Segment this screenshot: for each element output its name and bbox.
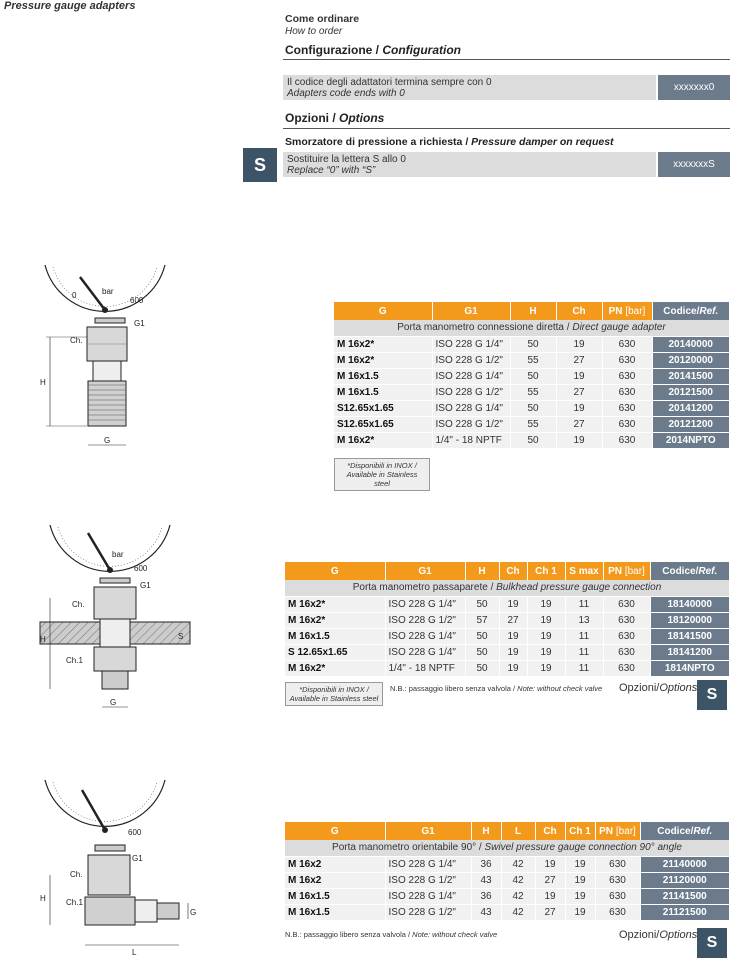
table-row: S 12.65x1.65 ISO 228 G 1/4" 50 19 19 11 630 18141200 xyxy=(285,644,730,660)
direct-adapter-table xyxy=(334,302,730,449)
svg-text:bar: bar xyxy=(112,550,124,559)
table-row: M 16x1.5 ISO 228 G 1/2" 55 27 630 20121500 xyxy=(334,384,730,400)
col-l: L xyxy=(501,822,535,840)
svg-text:H: H xyxy=(40,894,46,903)
svg-text:G1: G1 xyxy=(134,319,145,328)
bulkhead-drawing xyxy=(0,515,200,720)
svg-text:H: H xyxy=(40,378,46,387)
table-row: M 16x2* ISO 228 G 1/4" 50 19 19 11 630 18140000 xyxy=(285,596,730,612)
svg-text:600: 600 xyxy=(130,296,144,305)
options-s-badge: S xyxy=(697,928,727,958)
stainless-note: *Disponibili in INOX / Available in Stainless steel xyxy=(334,458,430,491)
svg-text:L: L xyxy=(132,948,137,957)
page-title: Pressure gauge adapters xyxy=(4,0,136,12)
col-code: Codice/Ref. xyxy=(652,302,730,320)
col-pn: PN [bar] xyxy=(595,822,640,840)
col-smax: S max xyxy=(565,562,603,580)
col-code: Codice/Ref. xyxy=(640,822,730,840)
col-g1: G1 xyxy=(385,822,471,840)
how-to-order-subtitle: How to order xyxy=(285,26,343,37)
table-row: M 16x2* ISO 228 G 1/2" 57 27 19 13 630 18120000 xyxy=(285,612,730,628)
svg-text:G1: G1 xyxy=(132,854,143,863)
direct-adapter-drawing xyxy=(0,255,180,455)
col-h: H xyxy=(510,302,556,320)
stainless-note: *Disponibili in INOX / Available in Stainless steel xyxy=(285,682,383,706)
svg-text:G: G xyxy=(110,698,117,707)
col-ch1: Ch 1 xyxy=(527,562,565,580)
table-row: M 16x2* ISO 228 G 1/2" 55 27 630 20120000 xyxy=(334,352,730,368)
col-g1: G1 xyxy=(385,562,465,580)
table-row: M 16x1.5 ISO 228 G 1/4" 50 19 630 20141500 xyxy=(334,368,730,384)
table-row: M 16x2 ISO 228 G 1/2" 43 42 27 19 630 21120000 xyxy=(285,872,730,888)
options-text: Sostituire la lettera S allo 0 Replace “0” with “S” xyxy=(283,152,656,177)
options-heading: Opzioni / Options xyxy=(285,111,385,125)
svg-text:600: 600 xyxy=(128,828,142,837)
configuration-rule xyxy=(283,59,730,60)
svg-text:Ch.: Ch. xyxy=(70,336,83,345)
svg-text:G: G xyxy=(190,908,197,917)
table-row: S12.65x1.65 ISO 228 G 1/4" 50 19 630 20141200 xyxy=(334,400,730,416)
col-ch1: Ch 1 xyxy=(565,822,595,840)
svg-text:G: G xyxy=(104,436,111,445)
svg-text:600: 600 xyxy=(134,564,148,573)
table-row: M 16x1.5 ISO 228 G 1/2" 43 42 27 19 630 21121500 xyxy=(285,904,730,920)
configuration-heading: Configurazione / Configuration xyxy=(285,43,461,57)
options-s-badge: S xyxy=(243,148,277,182)
table-row: S12.65x1.65 ISO 228 G 1/2" 55 27 630 20121200 xyxy=(334,416,730,432)
table-row: M 16x2 ISO 228 G 1/4" 36 42 19 19 630 21140000 xyxy=(285,856,730,872)
col-pn: PN [bar] xyxy=(603,562,650,580)
table-row: M 16x2* 1/4" - 18 NPTF 50 19 630 2014NPTO xyxy=(334,432,730,448)
swivel-drawing xyxy=(0,775,200,970)
col-h: H xyxy=(465,562,499,580)
svg-text:Ch.1: Ch.1 xyxy=(66,898,83,907)
col-g: G xyxy=(334,302,432,320)
table-row: M 16x2* 1/4" - 18 NPTF 50 19 19 11 630 1814NPTO xyxy=(285,660,730,676)
col-h: H xyxy=(471,822,501,840)
col-code: Codice/Ref. xyxy=(650,562,730,580)
table-row: M 16x2* ISO 228 G 1/4" 50 19 630 20140000 xyxy=(334,336,730,352)
configuration-code: xxxxxxx0 xyxy=(658,75,730,100)
swivel-table xyxy=(285,822,730,921)
options-s-badge: S xyxy=(697,680,727,710)
options-rule xyxy=(283,128,730,129)
svg-text:bar: bar xyxy=(102,287,114,296)
bulkhead-table xyxy=(285,562,730,677)
svg-text:Ch.1: Ch.1 xyxy=(66,656,83,665)
col-g: G xyxy=(285,822,385,840)
svg-text:Ch.: Ch. xyxy=(70,870,83,879)
col-pn: PN [bar] xyxy=(602,302,652,320)
check-valve-note: N.B.: passaggio libero senza valvola / Note: without check valve xyxy=(285,930,498,939)
options-label: Opzioni/Options xyxy=(619,929,698,941)
svg-text:Ch.: Ch. xyxy=(72,600,85,609)
svg-text:0: 0 xyxy=(72,291,77,300)
table-description: Porta manometro passaparete / Bulkhead pressure gauge connection xyxy=(285,580,730,596)
col-g1: G1 xyxy=(432,302,510,320)
table-row: M 16x1.5 ISO 228 G 1/4" 50 19 19 11 630 18141500 xyxy=(285,628,730,644)
check-valve-note: N.B.: passaggio libero senza valvola / Note: without check valve xyxy=(390,684,603,693)
col-ch: Ch xyxy=(499,562,527,580)
configuration-text: Il codice degli adattatori termina sempre con 0 Adapters code ends with 0 xyxy=(283,75,656,100)
svg-text:S: S xyxy=(178,632,184,641)
options-label: Opzioni/Options xyxy=(619,682,698,694)
col-ch: Ch xyxy=(556,302,602,320)
svg-text:G1: G1 xyxy=(140,581,151,590)
col-g: G xyxy=(285,562,385,580)
table-row: M 16x1.5 ISO 228 G 1/4" 36 42 19 19 630 21141500 xyxy=(285,888,730,904)
how-to-order-title: Come ordinare xyxy=(285,13,360,25)
table-description: Porta manometro connessione diretta / Direct gauge adapter xyxy=(334,320,730,336)
damper-subheading: Smorzatore di pressione a richiesta / Pressure damper on request xyxy=(285,136,614,148)
col-ch: Ch xyxy=(535,822,565,840)
table-description: Porta manometro orientabile 90° / Swivel pressure gauge connection 90° angle xyxy=(285,840,730,856)
options-code: xxxxxxxS xyxy=(658,152,730,177)
svg-text:H: H xyxy=(40,635,46,644)
